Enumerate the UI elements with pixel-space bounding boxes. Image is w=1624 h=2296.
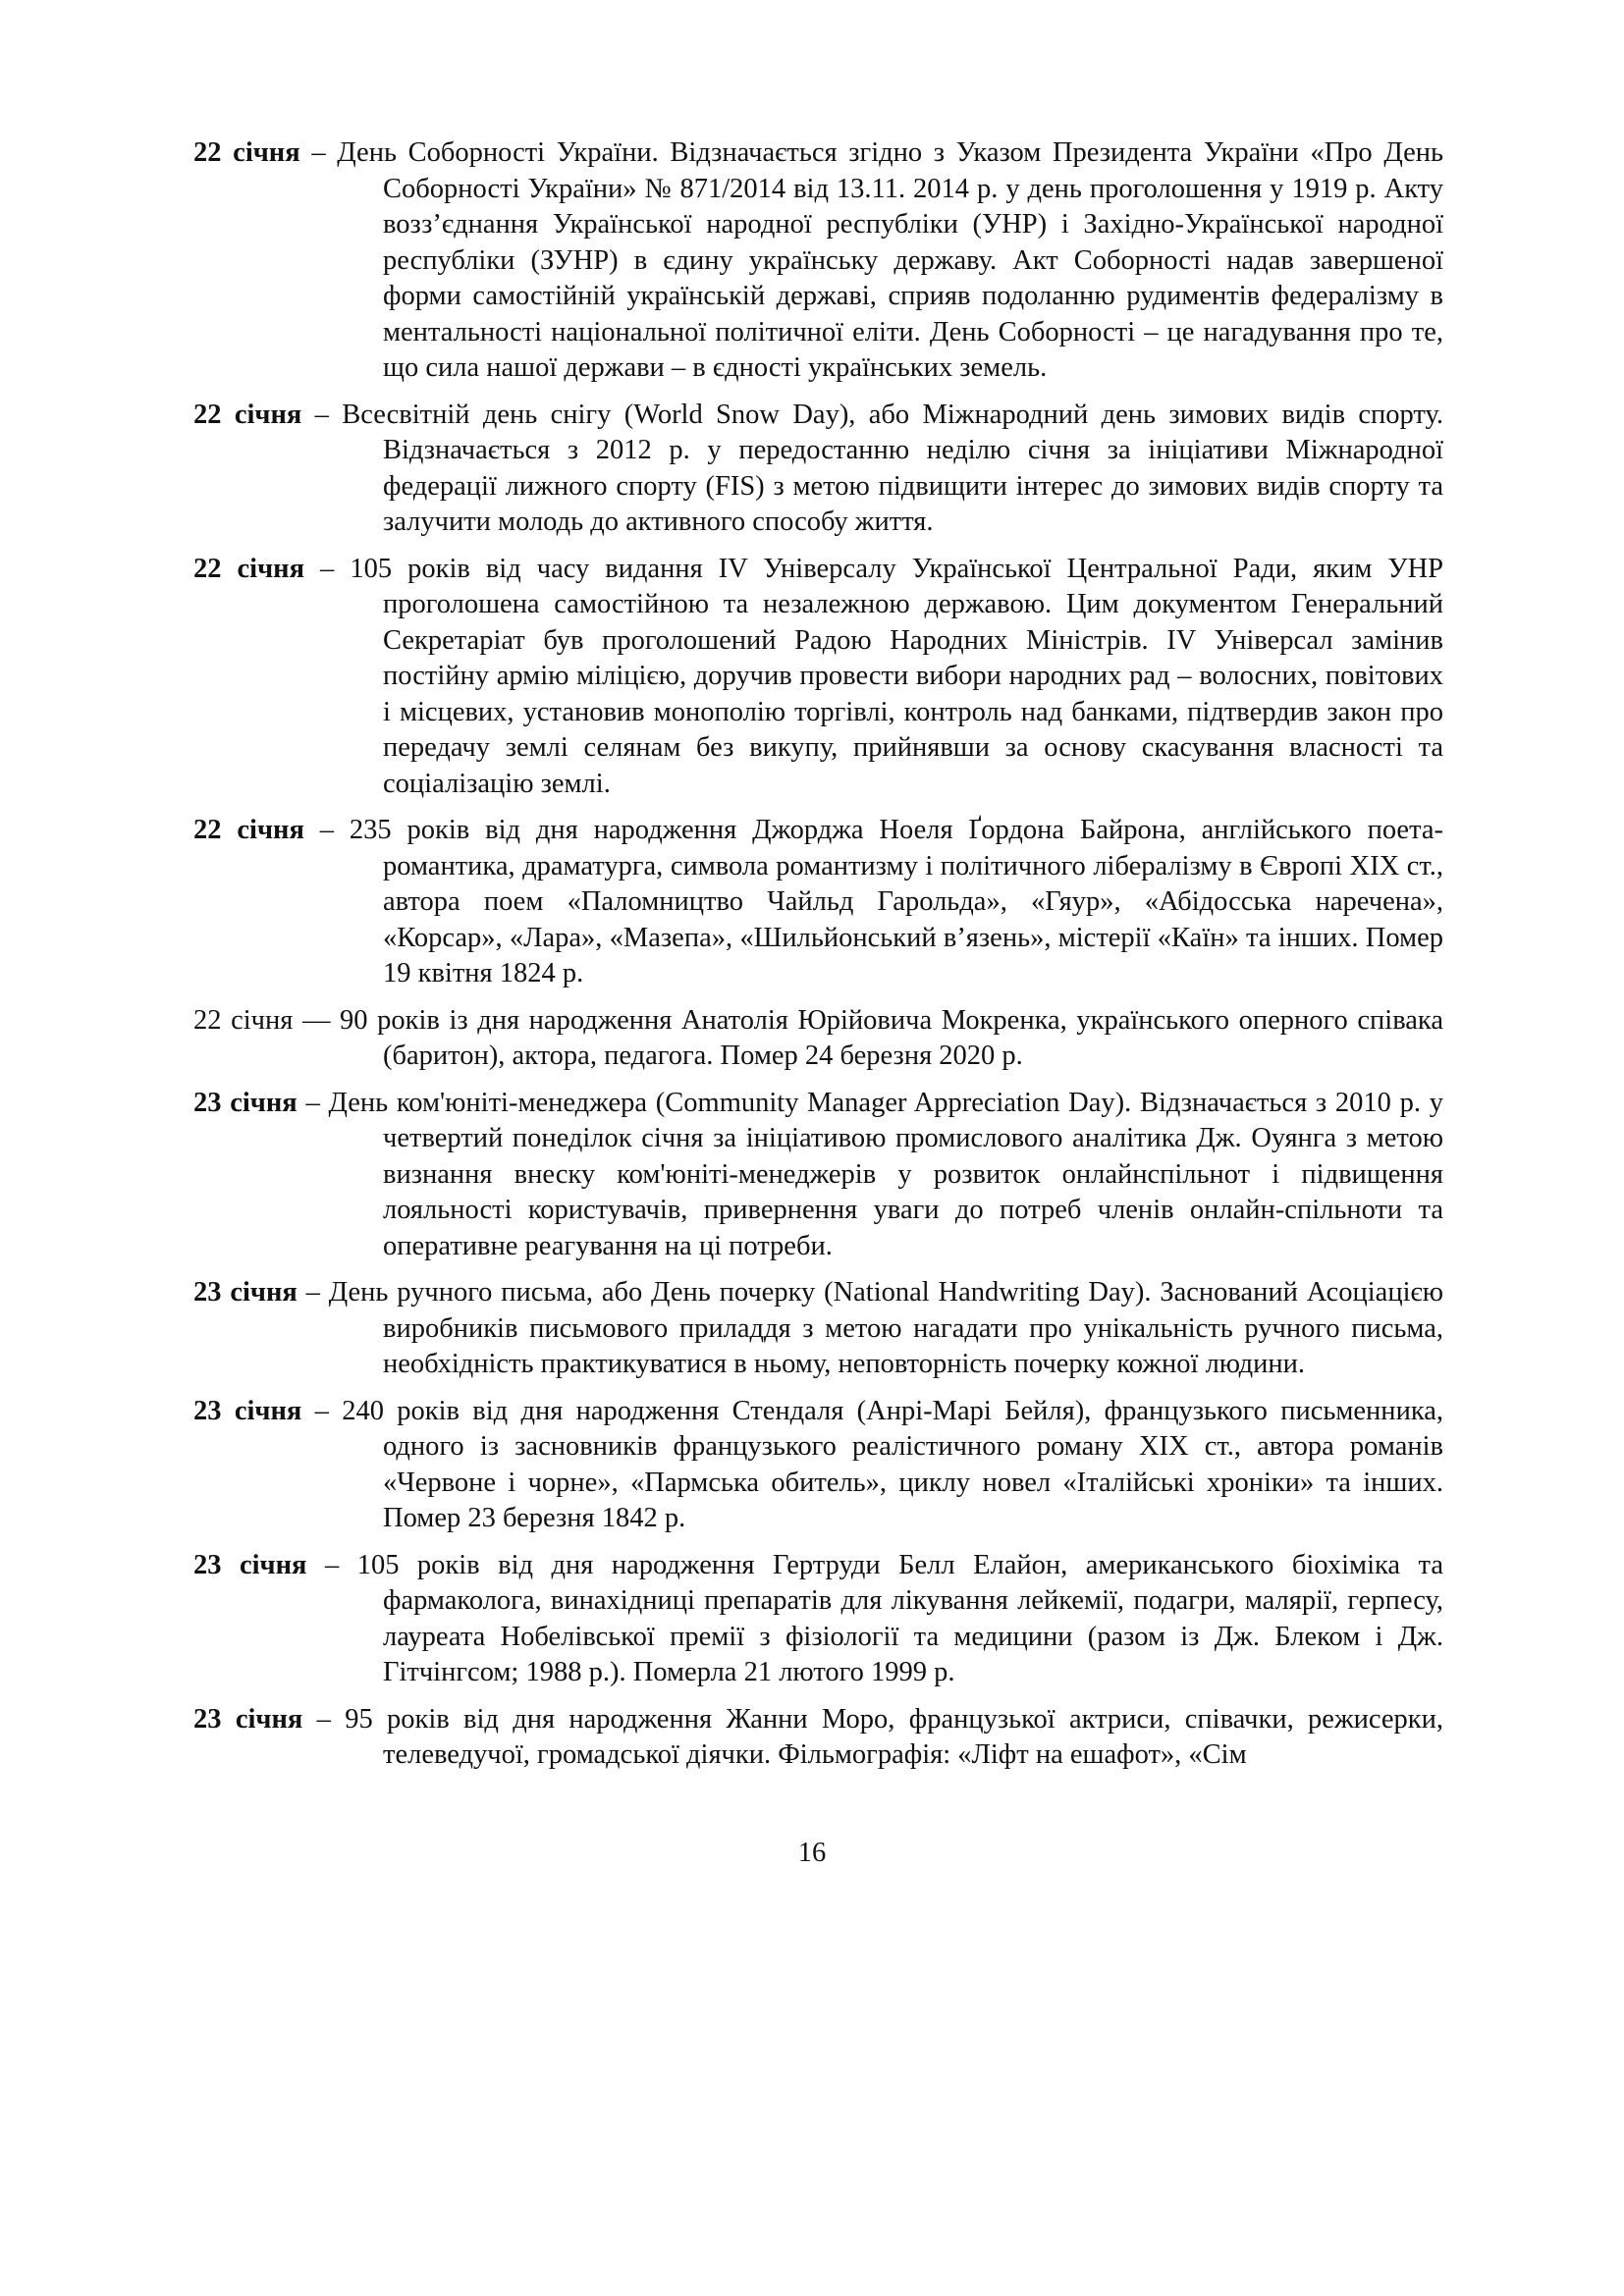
entry-separator: —	[293, 1004, 341, 1036]
entry-date: 23 січня	[193, 1549, 307, 1580]
calendar-entry	[193, 1003, 1443, 1075]
entry-date: 22 січня	[193, 137, 300, 168]
entry-separator: –	[303, 815, 350, 845]
entry-text: День ком'юніті-менеджера (Community Manager Appreciation Day). Відзначається з 2010 р. у четвертий понеділок січня за ініціативою промислового аналітика Дж. Оуянга з метою визнання внеску ком'юніті-менеджерів у розвиток онлайнспільнот і підвищення лояльності користувачів, привернення уваги до потреб членів онлайн-спільноти та оперативне реагування на ці потреби.	[328, 1087, 1443, 1261]
entry-text: 240 років від дня народження Стендаля (Анрі-Марі Бейля), французького письменника, одного із засновників французького реалістичного роману XIX ст., автора романів «Червоне і чорне», «Пармська обитель», циклу новел «Італійські хроніки» та інших. Помер 23 березня 1842 р.	[342, 1395, 1444, 1533]
calendar-entry	[193, 552, 1443, 803]
entry-separator: –	[297, 1087, 329, 1118]
entry-separator: –	[301, 1395, 343, 1426]
entry-text: День Соборності України. Відзначається згідно з Указом Президента України «Про День Соборності України» № 871/2014 від 13.11. 2014 р. у день проголошення у 1919 р. Акту возз’єднання Української народної республіки (УНР) і Західно-Української народної республіки (ЗУНР) в єдину українську державу. Акт Соборності надав завершеної форми самостійній українській державі, сприяв подоланню рудиментів федералізму в ментальності національної політичної еліти. День Соборності – це нагадування про те, що сила нашої держави – в єдності українських земель.	[337, 137, 1444, 383]
entry-date: 23 січня	[193, 1087, 298, 1118]
entry-text: 235 років від дня народження Джорджа Ноеля Ґордона Байрона, англійського поета-романтика, драматурга, символа романтизму і політичного лібералізму в Європі XIX ст., автора поем «Паломництво Чайльд Гарольда», «Гяур», «Абідосська наречена», «Корсар», «Лара», «Мазепа», «Шильйонський в’язень», містерії «Каїн» та інших. Помер 19 квітня 1824 р.	[349, 815, 1444, 988]
entry-date: 22 січня	[193, 399, 302, 430]
entry-separator: –	[301, 399, 343, 430]
entry-text: День ручного письма, або День почерку (National Handwriting Day). Заснований Асоціацією виробників письмового приладдя з метою нагадати про унікальність ручного письма, необхідність практикуватися в ньому, неповторність почерку кожної людини.	[328, 1277, 1444, 1379]
entry-separator: –	[299, 137, 338, 168]
entry-date: 22 січня	[193, 815, 304, 845]
entry-text: 105 років від дня народження Гертруди Белл Елайон, американського біохіміка та фармаколога, винахідниці препаратів для лікування лейкемії, подагри, малярії, герпесу, лауреата Нобелівської премії з фізіології та медицини (разом із Дж. Блеком і Дж. Гітчінгсом; 1988 р.). Померла 21 лютого 1999 р.	[356, 1549, 1443, 1687]
entry-date: 23 січня	[193, 1277, 298, 1308]
entry-date: 22 січня	[193, 1004, 294, 1036]
calendar-entry	[193, 1275, 1443, 1383]
calendar-entry	[193, 813, 1443, 992]
calendar-entry	[193, 398, 1443, 541]
entry-text: 90 років із дня народження Анатолія Юрійовича Мокренка, українського оперного співака (баритон), актора, педагога. Помер 24 березня 2020 р.	[340, 1004, 1443, 1071]
calendar-entry	[193, 1548, 1443, 1691]
entry-separator: –	[306, 1549, 357, 1580]
entry-separator: –	[304, 553, 351, 584]
calendar-entry	[193, 1086, 1443, 1265]
entry-date: 23 січня	[193, 1703, 303, 1735]
calendar-entry	[193, 1702, 1443, 1774]
entry-separator: –	[297, 1277, 329, 1308]
entry-separator: –	[302, 1703, 346, 1735]
entry-text: Всесвітній день снігу (World Snow Day), або Міжнародний день зимових видів спорту. Відзначається з 2012 р. у передостанню неділю січня за ініціативи Міжнародної федерації лижного спорту (FIS) з метою підвищити інтерес до зимових видів спорту та залучити молодь до активного способу життя.	[342, 399, 1444, 537]
calendar-entry	[193, 135, 1443, 387]
document-body	[193, 135, 1443, 1785]
page-number: 16	[797, 1838, 827, 1868]
entry-text: 95 років від дня народження Жанни Моро, французької актриси, співачки, режисерки, телеведучої, громадської діячки. Фільмографія: «Ліфт на ешафот», «Сім	[345, 1703, 1444, 1770]
entry-date: 23 січня	[193, 1395, 302, 1426]
calendar-entry	[193, 1394, 1443, 1537]
entry-date: 22 січня	[193, 553, 305, 584]
entry-text: 105 років від часу видання IV Універсалу Української Центральної Ради, яким УНР проголошена самостійною та незалежною державою. Цим документом Генеральний Секретаріат був проголошений Радою Народних Міністрів. IV Універсал замінив постійну армію міліцією, доручив провести вибори народних рад – волосних, повітових і місцевих, установив монополію торгівлі, контроль над банками, підтвердив закон про передачу землі селянам без викупу, прийнявши за основу скасування власності та соціалізацію землі.	[350, 553, 1444, 799]
